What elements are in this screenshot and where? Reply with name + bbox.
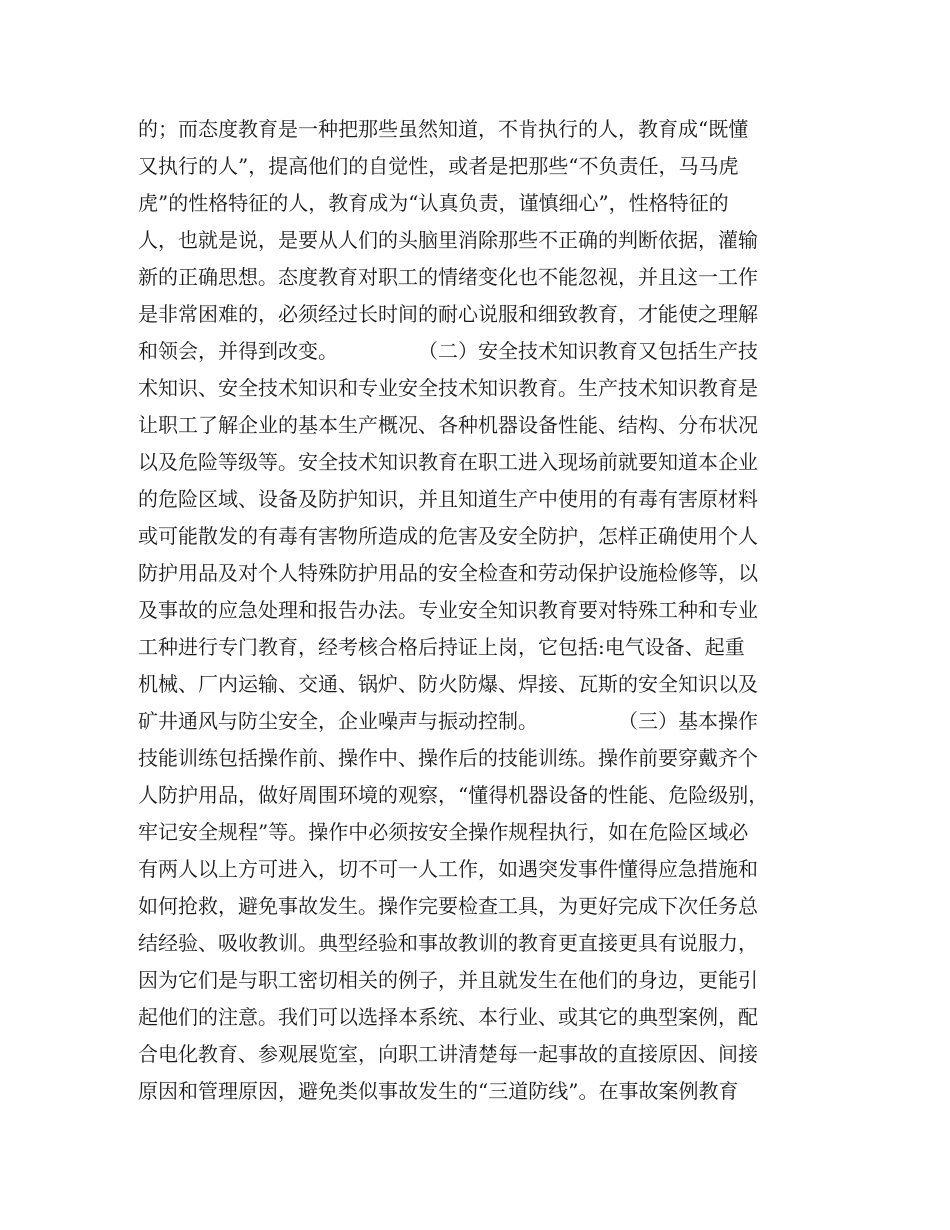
text-line: 新的正确思想。态度教育对职工的情绪变化也不能忽视，并且这一工作 — [138, 265, 758, 289]
text-line: 机械、厂内运输、交通、锅炉、防火防爆、焊接、瓦斯的安全知识以及 — [138, 672, 758, 696]
text-line: 有两人以上方可进入，切不可一人工作，如遇突发事件懂得应急措施和 — [138, 857, 758, 881]
text-line: 因为它们是与职工密切相关的例子，并且就发生在他们的身边，更能引 — [138, 968, 758, 992]
text-line: 是非常困难的，必须经过长时间的耐心说服和细致教育，才能使之理解 — [138, 302, 758, 326]
text-line: 的；而态度教育是一种把那些虽然知道，不肯执行的人，教育成“既懂 — [138, 117, 749, 141]
text-line: 合电化教育、参观展览室，向职工讲清楚每一起事故的直接原因、间接 — [138, 1042, 758, 1066]
text-line: 牢记安全规程”等。操作中必须按安全操作规程执行，如在危险区域必 — [138, 820, 749, 844]
text-line: 防护用品及对个人特殊防护用品的安全检查和劳动保护设施检修等，以 — [138, 561, 758, 585]
text-line: 或可能散发的有毒有害物所造成的危害及安全防护，怎样正确使用个人 — [138, 524, 758, 548]
text-line: 起他们的注意。我们可以选择本系统、本行业、或其它的典型案例，配 — [138, 1005, 758, 1029]
text-line: 工种进行专门教育，经考核合格后持证上岗，它包括:电气设备、起重 — [138, 635, 745, 659]
text-line: 人，也就是说，是要从人们的头脑里消除那些不正确的判断依据，灌输 — [138, 228, 758, 252]
text-line: 结经验、吸收教训。典型经验和事故教训的教育更直接更具有说服力， — [138, 931, 758, 955]
text-line: 和领会，并得到改变。 （二）安全技术知识教育又包括生产技 — [138, 339, 758, 363]
text-line: 又执行的人”，提高他们的自觉性，或者是把那些“不负责任，马马虎 — [138, 154, 739, 178]
text-line: 及事故的应急处理和报告办法。专业安全知识教育要对特殊工种和专业 — [138, 598, 758, 622]
text-line: 以及危险等级等。安全技术知识教育在职工进入现场前就要知道本企业 — [138, 450, 758, 474]
text-line: 虎”的性格特征的人，教育成为“认真负责，谨慎细心”，性格特征的 — [138, 191, 729, 215]
text-line: 原因和管理原因，避免类似事故发生的“三道防线”。在事故案例教育 — [138, 1079, 739, 1103]
text-line: 矿井通风与防尘安全，企业噪声与振动控制。 （三）基本操作 — [138, 709, 758, 733]
text-line: 让职工了解企业的基本生产概况、各种机器设备性能、结构、分布状况 — [138, 413, 758, 437]
text-line: 的危险区域、设备及防护知识，并且知道生产中使用的有毒有害原材料 — [138, 487, 758, 511]
text-line: 如何抢救，避免事故发生。操作完要检查工具，为更好完成下次任务总 — [138, 894, 758, 918]
body-text — [138, 111, 828, 1110]
text-line: 技能训练包括操作前、操作中、操作后的技能训练。操作前要穿戴齐个 — [138, 746, 758, 770]
text-line: 人防护用品，做好周围环境的观察，“懂得机器设备的性能、危险级别， — [138, 783, 769, 807]
text-line: 术知识、安全技术知识和专业安全技术知识教育。生产技术知识教育是 — [138, 376, 758, 400]
